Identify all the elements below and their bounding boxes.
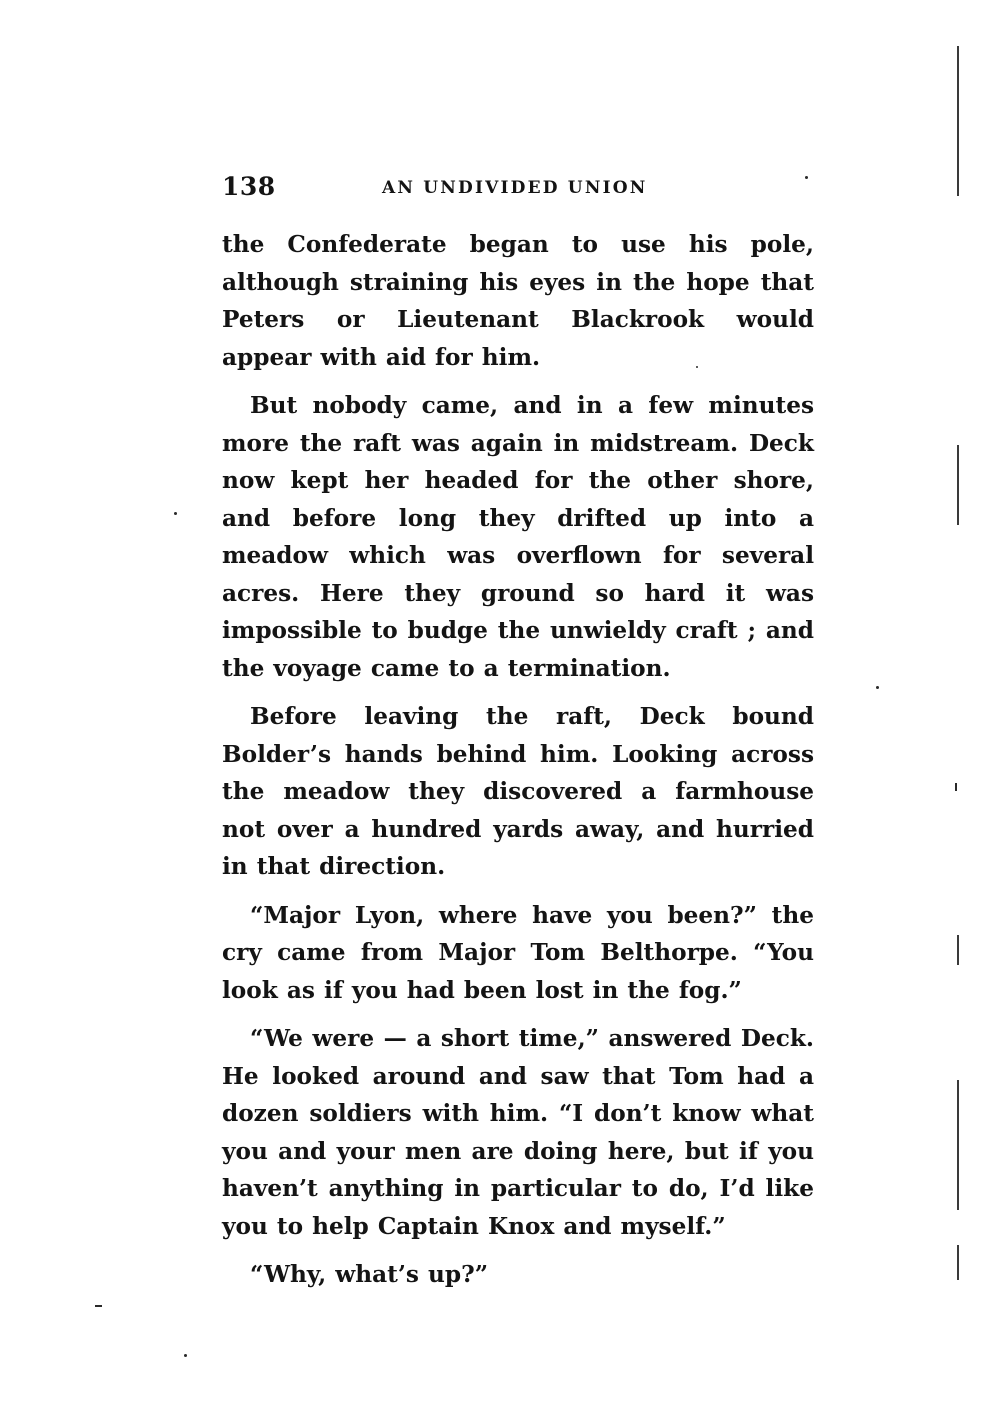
scan-speck <box>805 176 808 179</box>
scan-speck <box>955 783 957 791</box>
paragraph-4: “Major Lyon, where have you been?” the cry came from Major Tom Belthorpe. “You look as if you had been lost in the fog.” <box>222 901 814 1004</box>
scan-speck <box>95 1305 102 1307</box>
scan-speck <box>174 512 177 515</box>
paragraph-3: Before leaving the raft, Deck bound Bolder’s hands behind him. Looking across the meadow they discovered a farmhouse not over a hundred yards away, and hurried in that direction. <box>222 703 814 880</box>
scan-edge-line-mid <box>957 445 959 525</box>
scan-edge-line-top <box>957 46 959 196</box>
scan-edge-line-foot <box>957 1245 959 1280</box>
scan-edge-line-bottom <box>957 1080 959 1210</box>
paragraph-2: But nobody came, and in a few minutes more the raft was again in midstream. Deck now kept her headed for the other shore, and before long they drifted up into a meadow which was overflown for several acres. Here they ground so hard it was impossible to budge the unwieldy craft ; and the voyage came to a termination. <box>222 392 814 682</box>
paragraph-6: “Why, what’s up?” <box>250 1261 489 1288</box>
page-number: 138 <box>222 172 276 201</box>
running-head <box>222 172 814 206</box>
scan-speck <box>876 686 879 689</box>
body-text <box>222 226 814 1305</box>
scan-speck <box>696 366 698 368</box>
paragraph-5: “We were — a short time,” answered Deck. He looked around and saw that Tom had a dozen soldiers with him. “I don’t know what you and your men are doing here, but if you haven’t anything in particular to do, I’d like you to help Captain Knox and myself.” <box>222 1025 814 1240</box>
paragraph-1: the Confederate began to use his pole, although straining his eyes in the hope that Peters or Lieutenant Blackrook would appear with aid for him. <box>222 231 814 371</box>
scan-edge-line-lower <box>957 935 959 965</box>
running-title: AN UNDIVIDED UNION <box>382 178 648 198</box>
scan-speck <box>184 1354 187 1357</box>
